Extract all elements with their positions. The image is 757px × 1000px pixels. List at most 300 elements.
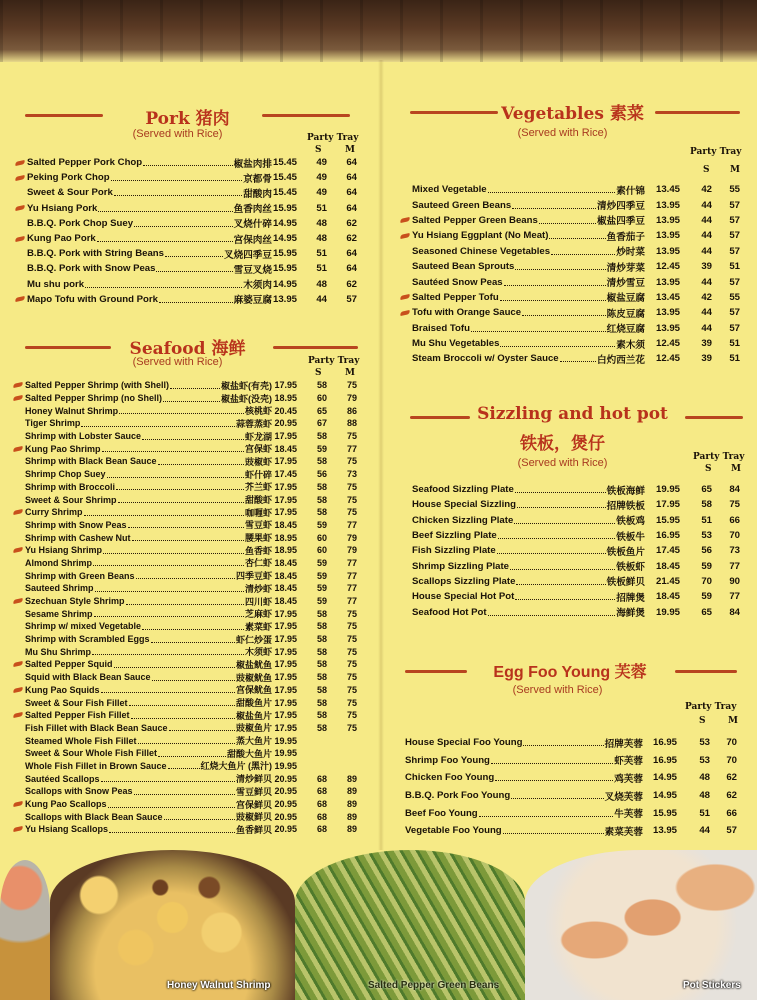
tray-medium-price: 51 — [729, 338, 740, 350]
chili-spicy-icon — [400, 233, 411, 239]
size-s-label: S — [315, 368, 322, 378]
item-price: 13.95 — [655, 307, 680, 319]
menu-item-row — [15, 684, 357, 697]
tray-small-price: 49 — [316, 172, 327, 184]
section-subtitle: (Served with Rice) — [512, 684, 603, 696]
tray-medium-price: 77 — [346, 519, 357, 530]
item-name: Sautéed Snow Peas — [412, 276, 503, 288]
menu-item-row — [15, 582, 357, 595]
chili-spicy-icon — [13, 598, 24, 604]
tray-medium-price: 62 — [346, 278, 357, 290]
tray-small-price: 65 — [701, 484, 712, 496]
item-price: 20.95 — [274, 824, 297, 835]
item-chinese-name: 甜酸虾 — [244, 495, 272, 506]
menu-item-row — [400, 305, 740, 320]
item-name: Sweet & Sour Whole Fish Fillet — [25, 748, 158, 759]
item-chinese-name: 素什锦 — [616, 185, 645, 197]
item-price: 14.95 — [273, 278, 298, 290]
tray-medium-price: 57 — [729, 307, 740, 319]
tray-medium-price: 79 — [346, 532, 357, 543]
tray-medium-price: 90 — [729, 575, 740, 587]
item-name: Shrimp with Green Beans — [25, 570, 135, 581]
size-m-label: M — [731, 464, 741, 474]
tray-medium-price: 89 — [346, 799, 357, 810]
dot-leader — [517, 507, 606, 508]
tray-small-price: 67 — [316, 418, 327, 429]
menu-item-row — [400, 321, 740, 336]
menu-item-row — [395, 804, 737, 822]
dot-leader — [471, 331, 606, 332]
menu-item-row — [15, 531, 357, 544]
dot-leader — [479, 816, 614, 817]
item-price: 17.45 — [274, 469, 297, 480]
tray-small-price: 58 — [316, 672, 327, 683]
item-price: 20.95 — [274, 811, 297, 822]
item-chinese-name: 虾仁炒蛋 — [235, 634, 272, 645]
tray-medium-price: 75 — [346, 634, 357, 645]
tray-small-price: 51 — [699, 807, 710, 819]
item-name: Mapo Tofu with Ground Pork — [27, 293, 158, 305]
item-price: 13.95 — [655, 199, 680, 211]
tray-small-price: 60 — [316, 545, 327, 556]
dot-leader — [95, 591, 244, 592]
dot-leader — [168, 768, 200, 769]
menu-item-row — [15, 722, 357, 735]
item-name: Shrimp Sizzling Plate — [412, 560, 510, 572]
dot-leader — [101, 781, 235, 782]
item-chinese-name: 京都骨 — [243, 173, 272, 185]
item-name: House Special Hot Pot — [412, 591, 515, 603]
photo-caption: Honey Walnut Shrimp — [167, 980, 271, 991]
item-chinese-name: 鱼香茄子 — [606, 231, 645, 243]
menu-item-row — [15, 658, 357, 671]
wood-header-band — [0, 0, 757, 62]
item-price: 12.45 — [655, 261, 680, 273]
tray-small-price: 59 — [316, 570, 327, 581]
tray-small-price: 39 — [701, 353, 712, 365]
tray-medium-price: 70 — [729, 530, 740, 542]
item-name: Fish Fillet with Black Bean Sauce — [25, 722, 168, 733]
item-name: Salted Pepper Squid — [25, 659, 113, 670]
item-price: 17.95 — [274, 481, 297, 492]
item-price: 17.95 — [274, 646, 297, 657]
tray-small-price: 56 — [316, 469, 327, 480]
menu-item-row — [15, 292, 357, 307]
dot-leader — [500, 346, 615, 347]
item-name: Yu Hsiang Shrimp — [25, 545, 103, 556]
tray-small-price: 49 — [316, 187, 327, 199]
item-chinese-name: 宫保鲜贝 — [235, 799, 272, 810]
item-name: Kung Pao Scallops — [25, 799, 107, 810]
tray-small-price: 68 — [316, 799, 327, 810]
menu-item-row — [15, 404, 357, 417]
tray-medium-price: 75 — [346, 684, 357, 695]
section-subtitle: (Served with Rice) — [517, 127, 608, 139]
tray-small-price: 44 — [701, 245, 712, 257]
item-name: Salted Pepper Green Beans — [412, 214, 538, 226]
item-chinese-name: 甜酸鱼片 — [235, 698, 272, 709]
tray-medium-price: 75 — [346, 646, 357, 657]
tray-small-price: 65 — [316, 405, 327, 416]
item-name: Salted Pepper Pork Chop — [27, 157, 143, 169]
item-name: Scallops with Snow Peas — [25, 786, 133, 797]
item-price: 12.45 — [655, 338, 680, 350]
item-chinese-name: 叉烧四季豆 — [224, 249, 272, 261]
item-chinese-name: 腰果虾 — [244, 533, 272, 544]
tray-small-price: 44 — [701, 230, 712, 242]
item-price: 16.95 — [652, 737, 677, 749]
item-chinese-name: 牛芙蓉 — [614, 809, 643, 821]
dot-leader — [504, 285, 606, 286]
dot-leader — [515, 492, 606, 493]
egg-foo-young-items — [395, 734, 745, 840]
tray-medium-price: 75 — [346, 621, 357, 632]
honey-walnut-shrimp-photo — [50, 850, 295, 1000]
item-chinese-name: 雪豆虾 — [244, 520, 272, 531]
menu-item-row — [15, 277, 357, 292]
menu-item-row — [15, 810, 357, 823]
item-price: 19.95 — [655, 606, 680, 618]
tray-medium-price: 62 — [346, 217, 357, 229]
size-m-label: M — [730, 165, 740, 175]
tray-small-price: 44 — [316, 293, 327, 305]
menu-item-row — [400, 513, 740, 528]
dot-leader — [495, 780, 613, 781]
menu-item-row — [15, 442, 357, 455]
tray-medium-price: 64 — [346, 248, 357, 260]
dot-leader — [134, 794, 235, 795]
size-s-label: S — [699, 716, 706, 726]
dot-leader — [128, 527, 244, 528]
menu-item-row — [15, 709, 357, 722]
chili-spicy-icon — [13, 801, 24, 807]
chili-spicy-icon — [400, 217, 411, 223]
tray-small-price: 53 — [699, 737, 710, 749]
dot-leader — [101, 692, 235, 693]
tray-medium-price: 73 — [729, 545, 740, 557]
tray-small-price: 59 — [701, 560, 712, 572]
dot-leader — [107, 477, 244, 478]
item-name: Whole Fish Fillet in Brown Sauce — [25, 760, 167, 771]
item-price: 17.95 — [274, 672, 297, 683]
dot-leader — [170, 388, 220, 389]
menu-item-row — [15, 185, 357, 200]
tray-small-price: 53 — [701, 530, 712, 542]
item-name: Shrimp with Scrambled Eggs — [25, 634, 150, 645]
tray-medium-price: 66 — [729, 514, 740, 526]
item-name: Honey Walnut Shrimp — [25, 405, 119, 416]
tray-small-price: 44 — [701, 199, 712, 211]
item-name: Kung Pao Squids — [25, 684, 100, 695]
menu-item-row — [15, 607, 357, 620]
item-name: Mixed Vegetable — [412, 184, 487, 196]
item-price: 14.95 — [652, 790, 677, 802]
item-name: Curry Shrimp — [25, 507, 83, 518]
dot-leader — [503, 833, 604, 834]
menu-item-row — [15, 261, 357, 276]
item-chinese-name: 素菜虾 — [244, 621, 272, 632]
item-price: 18.95 — [274, 393, 297, 404]
menu-item-row — [15, 569, 357, 582]
tray-small-price: 68 — [316, 824, 327, 835]
dot-leader — [551, 254, 615, 255]
item-price: 17.95 — [274, 634, 297, 645]
item-chinese-name: 椒盐豆腐 — [606, 293, 645, 305]
tray-small-price: 48 — [316, 233, 327, 245]
tray-medium-price: 75 — [346, 608, 357, 619]
item-name: Kung Pao Shrimp — [25, 443, 101, 454]
dot-leader — [109, 832, 235, 833]
item-name: Shrimp Foo Young — [405, 754, 490, 766]
dot-leader — [102, 451, 244, 452]
item-name: Mu Shu Shrimp — [25, 646, 91, 657]
item-price: 13.95 — [273, 293, 298, 305]
tray-small-price: 48 — [316, 217, 327, 229]
tray-medium-price: 79 — [346, 545, 357, 556]
tray-medium-price: 70 — [726, 754, 737, 766]
item-name: Beef Foo Young — [405, 807, 478, 819]
tray-small-price: 51 — [316, 248, 327, 260]
tray-small-price: 44 — [701, 322, 712, 334]
dot-leader — [515, 599, 615, 600]
item-price: 15.45 — [273, 172, 298, 184]
menu-item-row — [400, 497, 740, 512]
item-chinese-name: 铁板牛 — [616, 531, 645, 543]
item-chinese-name: 椒盐肉排 — [233, 158, 272, 170]
size-s-label: S — [705, 464, 712, 474]
tray-small-price: 58 — [316, 380, 327, 391]
item-name: Sautéed Scallops — [25, 773, 100, 784]
item-chinese-name: 椒盐四季豆 — [597, 216, 645, 228]
dot-leader — [498, 538, 615, 539]
item-name: Shrimp with Black Bean Sauce — [25, 456, 157, 467]
item-price: 17.95 — [274, 621, 297, 632]
item-price: 13.95 — [655, 322, 680, 334]
food-photos-strip — [0, 850, 757, 1000]
chili-spicy-icon — [13, 661, 24, 667]
item-name: B.B.Q. Pork with Snow Peas — [27, 263, 156, 275]
item-price: 15.95 — [273, 202, 298, 214]
menu-item-row — [15, 170, 357, 185]
dot-leader — [515, 269, 605, 270]
tray-medium-price: 64 — [346, 187, 357, 199]
item-price: 18.45 — [274, 557, 297, 568]
tray-medium-price: 75 — [346, 710, 357, 721]
item-name: Sweet & Sour Pork — [27, 187, 113, 199]
item-price: 13.95 — [655, 230, 680, 242]
item-chinese-name: 白灼西兰花 — [597, 354, 645, 366]
item-name: Seasoned Chinese Vegetables — [412, 245, 551, 257]
tray-medium-price: 89 — [346, 786, 357, 797]
dot-leader — [85, 287, 242, 288]
tray-medium-price: 77 — [346, 557, 357, 568]
tray-small-price: 60 — [316, 393, 327, 404]
item-name: Salted Pepper Shrimp (with Shell) — [25, 380, 170, 391]
tray-medium-price: 75 — [346, 481, 357, 492]
menu-item-row — [15, 785, 357, 798]
tray-medium-price: 62 — [726, 790, 737, 802]
menu-item-row — [400, 543, 740, 558]
dot-leader — [491, 763, 613, 764]
tray-small-price: 59 — [316, 596, 327, 607]
item-chinese-name: 宫保肉丝 — [233, 234, 272, 246]
tray-medium-price: 75 — [346, 494, 357, 505]
item-price: 16.95 — [652, 754, 677, 766]
tray-small-price: 59 — [316, 519, 327, 530]
item-chinese-name: 铁板鲜贝 — [606, 577, 645, 589]
chili-spicy-icon — [400, 294, 411, 300]
item-chinese-name: 铁板鱼片 — [606, 546, 645, 558]
item-chinese-name: 甜酸肉 — [243, 188, 272, 200]
item-name: Kung Pao Pork — [27, 233, 96, 245]
dot-leader — [114, 195, 242, 196]
menu-item-row — [15, 760, 297, 773]
tray-small-price: 58 — [316, 481, 327, 492]
tray-medium-price: 51 — [729, 353, 740, 365]
item-name: Salted Pepper Tofu — [412, 291, 499, 303]
item-price: 15.95 — [273, 263, 298, 275]
section-title-chinese: 铁板，煲仔 — [520, 434, 605, 454]
item-price: 21.45 — [655, 575, 680, 587]
dot-leader — [523, 745, 603, 746]
tray-small-price: 48 — [316, 278, 327, 290]
tray-medium-price: 57 — [729, 322, 740, 334]
item-chinese-name: 椒盐虾(没壳) — [221, 393, 272, 404]
dot-leader — [539, 223, 596, 224]
menu-item-row — [15, 417, 357, 430]
item-name: B.B.Q. Pork with String Beans — [27, 248, 164, 260]
item-price: 17.95 — [274, 710, 297, 721]
item-price: 19.95 — [655, 484, 680, 496]
tray-medium-price: 75 — [346, 659, 357, 670]
dot-leader — [156, 271, 232, 272]
menu-item-row — [15, 455, 357, 468]
item-price: 17.95 — [274, 684, 297, 695]
item-name: Squid with Black Bean Sauce — [25, 672, 151, 683]
dot-leader — [152, 680, 235, 681]
item-chinese-name: 招牌芙蓉 — [604, 738, 643, 750]
item-name: Steamed Whole Fish Fillet — [25, 735, 137, 746]
menu-item-row — [15, 620, 357, 633]
tray-small-price: 53 — [699, 754, 710, 766]
item-name: Braised Tofu — [412, 322, 470, 334]
item-chinese-name: 麻婆豆腐 — [233, 295, 272, 307]
item-chinese-name: 杏仁虾 — [244, 558, 272, 569]
item-name: Sauteed Shrimp — [25, 583, 94, 594]
tray-small-price: 42 — [701, 291, 712, 303]
tray-small-price: 58 — [316, 646, 327, 657]
tray-small-price: 58 — [316, 507, 327, 518]
chili-spicy-icon — [15, 160, 26, 166]
dot-leader — [512, 208, 596, 209]
size-m-label: M — [345, 368, 355, 378]
item-price: 17.95 — [274, 494, 297, 505]
tray-medium-price: 64 — [346, 263, 357, 275]
item-name: Sesame Shrimp — [25, 608, 93, 619]
item-chinese-name: 豉椒虾 — [244, 456, 272, 467]
tray-small-price: 39 — [701, 338, 712, 350]
item-price: 18.45 — [274, 443, 297, 454]
item-name: Sauteed Bean Sprouts — [412, 261, 515, 273]
item-chinese-name: 椒盐鱼片 — [235, 710, 272, 721]
item-name: Yu Hsiang Scallops — [25, 824, 109, 835]
item-chinese-name: 四川虾 — [244, 596, 272, 607]
tray-small-price: 58 — [316, 684, 327, 695]
item-chinese-name: 豉椒鲜贝 — [235, 812, 272, 823]
item-price: 17.95 — [274, 507, 297, 518]
dot-leader — [111, 180, 243, 181]
item-price: 17.95 — [274, 431, 297, 442]
item-price: 13.45 — [655, 291, 680, 303]
item-price: 13.45 — [655, 184, 680, 196]
item-price: 17.95 — [274, 456, 297, 467]
tray-medium-price: 64 — [346, 172, 357, 184]
item-chinese-name: 清炒虾 — [244, 583, 272, 594]
item-price: 17.95 — [274, 659, 297, 670]
dot-leader — [93, 565, 244, 566]
item-price: 18.45 — [274, 570, 297, 581]
tray-small-price: 59 — [316, 557, 327, 568]
chili-spicy-icon — [15, 205, 26, 211]
item-price: 20.95 — [274, 418, 297, 429]
menu-item-row — [400, 259, 740, 274]
tray-medium-price: 57 — [729, 276, 740, 288]
item-price: 14.95 — [273, 233, 298, 245]
item-name: Tofu with Orange Sauce — [412, 307, 522, 319]
dot-leader — [142, 629, 244, 630]
sauce-cup-photo — [0, 860, 50, 1000]
item-price: 18.45 — [274, 519, 297, 530]
section-title: Seafood 海鲜 — [129, 339, 246, 359]
item-name: Tiger Shrimp — [25, 418, 81, 429]
tray-small-price: 58 — [316, 659, 327, 670]
item-name: Seafood Sizzling Plate — [412, 484, 514, 496]
item-price: 20.45 — [274, 405, 297, 416]
dot-leader — [488, 192, 616, 193]
menu-item-row — [15, 493, 357, 506]
item-price: 15.45 — [273, 157, 298, 169]
party-tray-label: Party Tray — [685, 702, 737, 712]
tray-medium-price: 86 — [346, 405, 357, 416]
tray-medium-price: 75 — [346, 722, 357, 733]
menu-item-row — [15, 747, 297, 760]
tray-medium-price: 89 — [346, 824, 357, 835]
item-chinese-name: 炒时菜 — [616, 247, 645, 259]
dot-leader — [549, 238, 605, 239]
tray-small-price: 51 — [316, 202, 327, 214]
menu-item-row — [395, 752, 737, 770]
dot-leader — [98, 211, 232, 212]
item-price: 18.45 — [655, 591, 680, 603]
item-name: Vegetable Foo Young — [405, 825, 502, 837]
tray-medium-price: 62 — [346, 233, 357, 245]
item-chinese-name: 宫保虾 — [244, 444, 272, 455]
tray-medium-price: 51 — [729, 261, 740, 273]
dot-leader — [151, 642, 235, 643]
item-price: 13.95 — [655, 276, 680, 288]
photo-caption: Salted Pepper Green Beans — [368, 980, 500, 991]
dot-leader — [510, 569, 615, 570]
pot-stickers-photo — [525, 850, 757, 1000]
item-name: Almond Shrimp — [25, 557, 92, 568]
item-chinese-name: 芝麻虾 — [244, 609, 272, 620]
item-price: 17.95 — [274, 722, 297, 733]
seafood-items — [15, 379, 360, 836]
item-chinese-name: 豉椒鱼片 — [235, 723, 272, 734]
item-name: Seafood Hot Pot — [412, 606, 487, 618]
dot-leader — [131, 718, 235, 719]
item-name: Scallops Sizzling Plate — [412, 575, 516, 587]
